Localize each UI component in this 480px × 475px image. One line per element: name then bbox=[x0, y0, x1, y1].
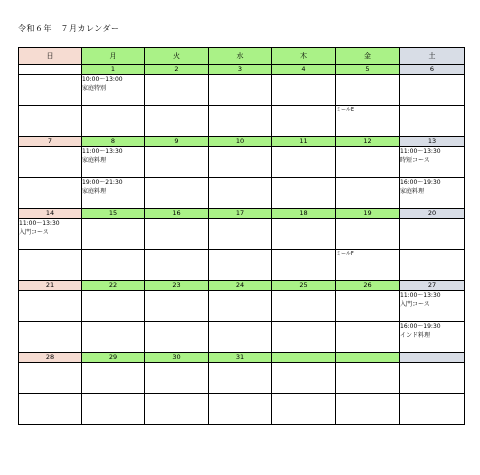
calendar-title: 令和６年 ７月カレンダー bbox=[18, 24, 120, 33]
date-cell bbox=[272, 353, 336, 363]
event-course: 家庭特別 bbox=[82, 85, 107, 92]
event-cell bbox=[336, 106, 400, 137]
event-time: 19:00～21:30 bbox=[82, 179, 123, 186]
date-cell bbox=[336, 353, 400, 363]
event-cell bbox=[19, 291, 82, 322]
weekday-saturday: 土 bbox=[400, 48, 465, 65]
event-cell bbox=[400, 322, 465, 353]
event-cell bbox=[145, 250, 209, 281]
event-course: インド料理 bbox=[400, 332, 431, 339]
date-cell: 15 bbox=[82, 209, 145, 219]
event-time: 11:00～13:30 bbox=[400, 148, 441, 155]
date-cell: 7 bbox=[19, 137, 82, 147]
event-cell bbox=[336, 250, 400, 281]
event-cell bbox=[400, 394, 465, 425]
date-cell: 13 bbox=[400, 137, 465, 147]
event-cell bbox=[272, 219, 336, 250]
event-cell bbox=[209, 250, 272, 281]
weekday-wednesday: 水 bbox=[209, 48, 272, 65]
event-course: 家庭料理 bbox=[82, 157, 107, 164]
event-cell bbox=[82, 75, 145, 106]
event-cell bbox=[400, 147, 465, 178]
event-row bbox=[19, 250, 465, 281]
weekday-friday: 金 bbox=[336, 48, 400, 65]
event-cell bbox=[82, 394, 145, 425]
event-row bbox=[19, 178, 465, 209]
event-cell bbox=[145, 291, 209, 322]
date-cell: 24 bbox=[209, 281, 272, 291]
event-cell bbox=[19, 394, 82, 425]
date-cell: 18 bbox=[272, 209, 336, 219]
date-cell: 14 bbox=[19, 209, 82, 219]
event-cell bbox=[400, 363, 465, 394]
date-cell: 12 bbox=[336, 137, 400, 147]
event-cell bbox=[400, 219, 465, 250]
event-time: 11:00～13:30 bbox=[82, 148, 123, 155]
event-row bbox=[19, 363, 465, 394]
weekday-tuesday: 火 bbox=[145, 48, 209, 65]
event-row bbox=[19, 322, 465, 353]
weekday-thursday: 木 bbox=[272, 48, 336, 65]
event-cell bbox=[336, 394, 400, 425]
date-cell: 28 bbox=[19, 353, 82, 363]
date-cell: 23 bbox=[145, 281, 209, 291]
event-cell bbox=[400, 106, 465, 137]
event-cell bbox=[82, 291, 145, 322]
event-time: 16:00～19:30 bbox=[400, 323, 441, 330]
weekday-header-row bbox=[19, 48, 465, 65]
event-cell bbox=[19, 322, 82, 353]
event-cell bbox=[336, 75, 400, 106]
date-cell: 5 bbox=[336, 65, 400, 75]
event-row bbox=[19, 106, 465, 137]
date-cell: 3 bbox=[209, 65, 272, 75]
date-cell: 27 bbox=[400, 281, 465, 291]
event-cell bbox=[82, 147, 145, 178]
event-row bbox=[19, 75, 465, 106]
event-cell bbox=[209, 178, 272, 209]
event-cell bbox=[272, 178, 336, 209]
event-cell bbox=[145, 106, 209, 137]
date-cell: 17 bbox=[209, 209, 272, 219]
event-cell bbox=[336, 219, 400, 250]
date-cell: 31 bbox=[209, 353, 272, 363]
event-cell bbox=[272, 291, 336, 322]
date-cell: 9 bbox=[145, 137, 209, 147]
date-cell bbox=[400, 353, 465, 363]
date-cell: 25 bbox=[272, 281, 336, 291]
event-time: 11:00～13:30 bbox=[400, 292, 441, 299]
event-cell bbox=[272, 322, 336, 353]
event-cell bbox=[272, 363, 336, 394]
event-cell bbox=[272, 250, 336, 281]
event-cell bbox=[19, 250, 82, 281]
weekday-sunday: 日 bbox=[19, 48, 82, 65]
date-cell: 4 bbox=[272, 65, 336, 75]
event-cell bbox=[145, 178, 209, 209]
event-course: 家庭料理 bbox=[82, 188, 107, 195]
event-cell bbox=[145, 75, 209, 106]
event-cell bbox=[209, 219, 272, 250]
event-cell bbox=[19, 147, 82, 178]
event-cell bbox=[82, 250, 145, 281]
event-time: 16:00～19:30 bbox=[400, 179, 441, 186]
event-cell bbox=[336, 322, 400, 353]
event-cell bbox=[145, 147, 209, 178]
date-cell: 21 bbox=[19, 281, 82, 291]
date-cell: 26 bbox=[336, 281, 400, 291]
event-cell bbox=[145, 322, 209, 353]
event-cell bbox=[145, 219, 209, 250]
event-time: 10:00～13:00 bbox=[82, 76, 123, 83]
event-cell bbox=[400, 178, 465, 209]
event-cell bbox=[336, 147, 400, 178]
date-cell: 16 bbox=[145, 209, 209, 219]
date-cell: 10 bbox=[209, 137, 272, 147]
date-cell: 11 bbox=[272, 137, 336, 147]
event-cell bbox=[82, 363, 145, 394]
event-cell bbox=[209, 147, 272, 178]
event-row bbox=[19, 291, 465, 322]
event-cell bbox=[19, 75, 82, 106]
event-cell bbox=[209, 106, 272, 137]
event-course: 入門コース bbox=[19, 229, 49, 236]
date-row bbox=[19, 209, 465, 219]
date-cell: 30 bbox=[145, 353, 209, 363]
event-cell bbox=[82, 106, 145, 137]
event-cell bbox=[19, 363, 82, 394]
event-cell bbox=[400, 291, 465, 322]
date-cell: 29 bbox=[82, 353, 145, 363]
event-cell bbox=[145, 394, 209, 425]
event-row bbox=[19, 147, 465, 178]
event-cell bbox=[19, 178, 82, 209]
event-cell bbox=[209, 363, 272, 394]
date-cell bbox=[19, 65, 82, 75]
event-time: 11:00～13:30 bbox=[19, 220, 60, 227]
event-cell bbox=[82, 178, 145, 209]
date-cell: 1 bbox=[82, 65, 145, 75]
event-cell bbox=[272, 75, 336, 106]
event-cell bbox=[82, 322, 145, 353]
event-row bbox=[19, 219, 465, 250]
date-cell: 6 bbox=[400, 65, 465, 75]
event-cell bbox=[336, 291, 400, 322]
event-cell bbox=[209, 75, 272, 106]
event-cell bbox=[336, 178, 400, 209]
date-cell: 8 bbox=[82, 137, 145, 147]
event-cell bbox=[209, 291, 272, 322]
event-tag: ミールE bbox=[336, 107, 355, 113]
date-cell: 22 bbox=[82, 281, 145, 291]
weekday-monday: 月 bbox=[82, 48, 145, 65]
event-cell bbox=[400, 250, 465, 281]
event-cell bbox=[19, 106, 82, 137]
event-cell bbox=[400, 75, 465, 106]
date-cell: 19 bbox=[336, 209, 400, 219]
date-row bbox=[19, 65, 465, 75]
event-cell bbox=[209, 394, 272, 425]
event-cell bbox=[272, 106, 336, 137]
event-cell bbox=[209, 322, 272, 353]
event-course: 時短コース bbox=[400, 157, 430, 164]
event-course: 入門コース bbox=[400, 301, 430, 308]
event-cell bbox=[145, 363, 209, 394]
event-row bbox=[19, 394, 465, 425]
event-course: 家庭料理 bbox=[400, 188, 425, 195]
date-cell: 2 bbox=[145, 65, 209, 75]
date-row bbox=[19, 353, 465, 363]
date-row bbox=[19, 137, 465, 147]
event-cell bbox=[272, 147, 336, 178]
event-cell bbox=[19, 219, 82, 250]
event-tag: ミールF bbox=[336, 251, 354, 257]
event-cell bbox=[82, 219, 145, 250]
event-cell bbox=[272, 394, 336, 425]
date-cell: 20 bbox=[400, 209, 465, 219]
date-row bbox=[19, 281, 465, 291]
event-cell bbox=[336, 363, 400, 394]
calendar-grid bbox=[18, 47, 465, 425]
